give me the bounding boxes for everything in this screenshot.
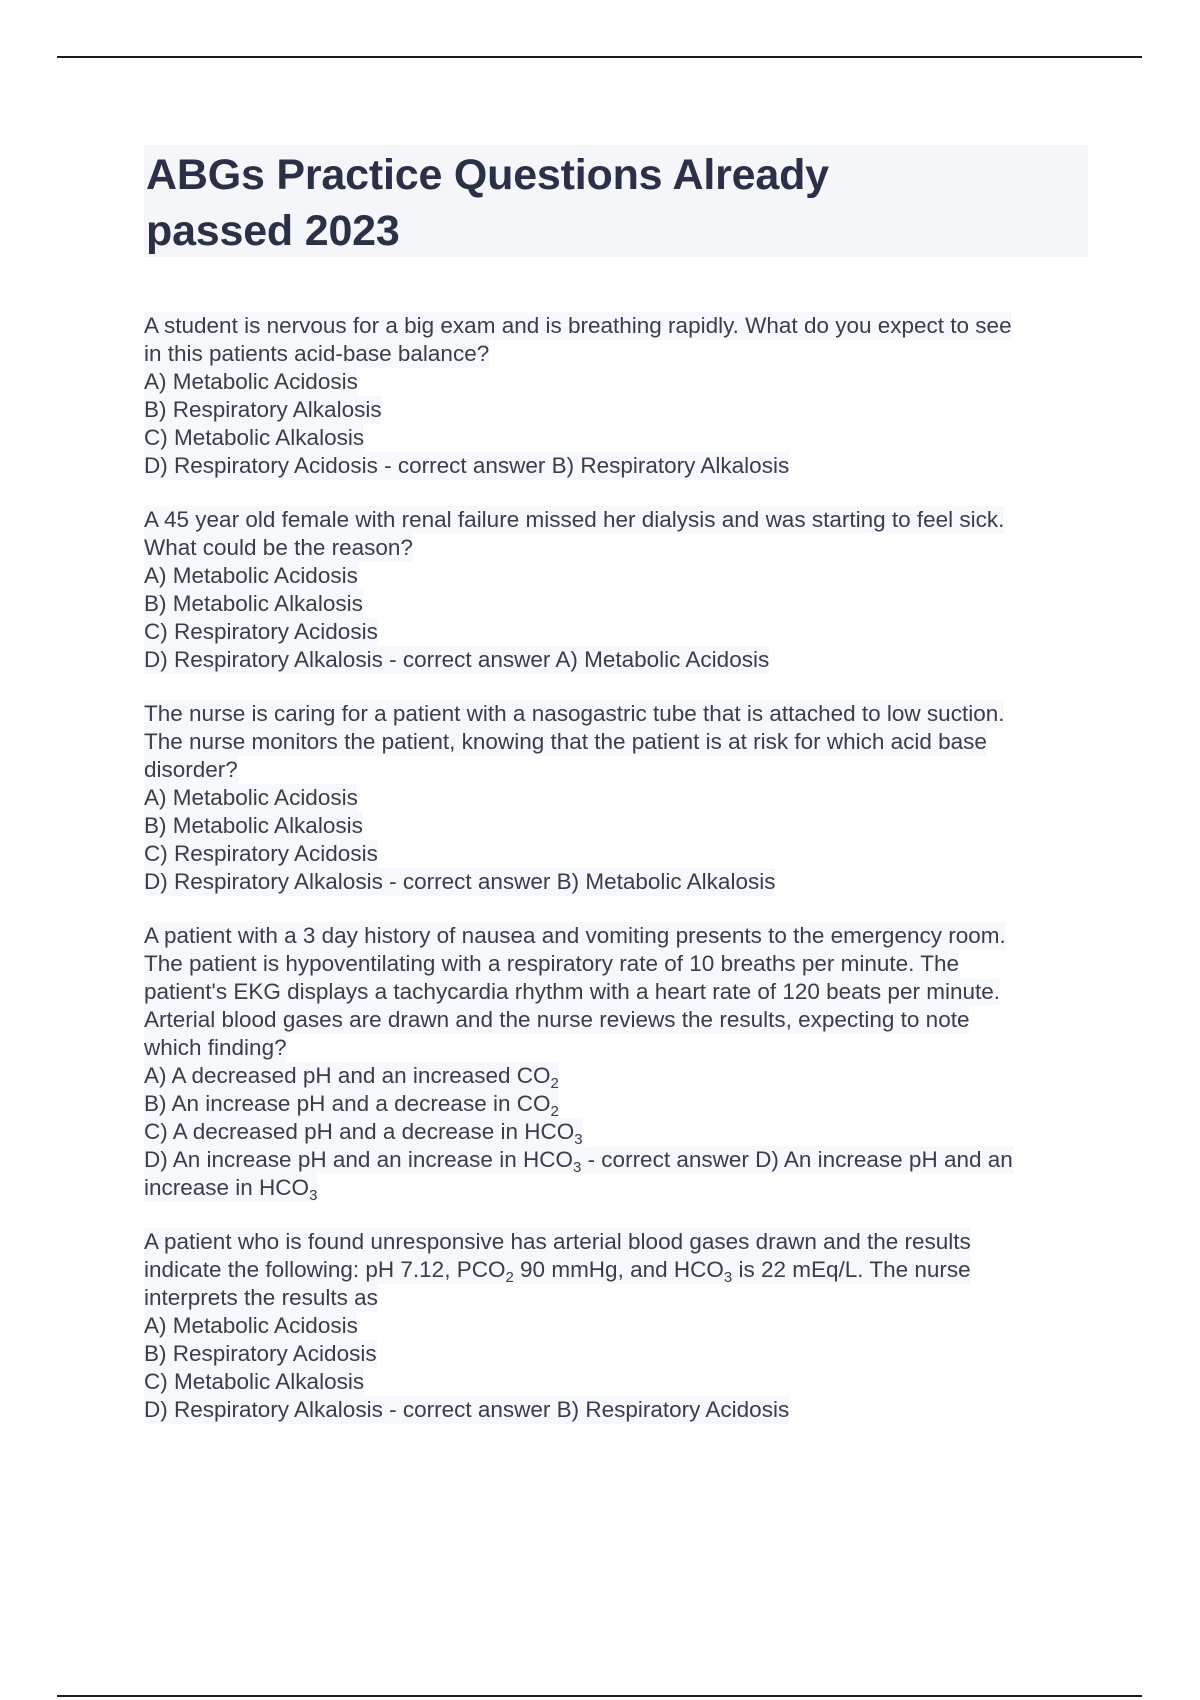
subscript: 3 (574, 1131, 583, 1148)
answer-option-b: B) Metabolic Alkalosis (144, 591, 363, 616)
subscript: 3 (309, 1187, 318, 1204)
answer-continuation (144, 1174, 317, 1202)
stem-text: 90 mmHg, and HCO (513, 1257, 724, 1282)
question-stem-line (144, 1256, 971, 1284)
question-stem-line: A patient with a 3 day history of nausea and vomiting presents to the emergency room. (144, 923, 1006, 948)
option-text: A) A decreased pH and an increased CO (144, 1063, 551, 1088)
answer-option-a: A) Metabolic Acidosis (144, 369, 358, 394)
header-rule (57, 56, 1142, 58)
option-text: increase in HCO (144, 1175, 310, 1200)
stem-text: indicate the following: pH 7.12, PCO (144, 1257, 506, 1282)
option-text: B) An increase pH and a decrease in CO (144, 1091, 551, 1116)
answer-option-d-with-answer: D) Respiratory Alkalosis - correct answer B) Respiratory Acidosis (144, 1397, 790, 1422)
question-stem-line: The patient is hypoventilating with a respiratory rate of 10 breaths per minute. The (144, 951, 960, 976)
question-stem-line: A patient who is found unresponsive has arterial blood gases drawn and the results (144, 1229, 971, 1254)
answer-option-b (144, 1090, 559, 1118)
answer-option-c (144, 1118, 583, 1146)
question-stem-line: The nurse is caring for a patient with a nasogastric tube that is attached to low suction. (144, 701, 1005, 726)
answer-option-d-with-answer: D) Respiratory Acidosis - correct answer B) Respiratory Alkalosis (144, 453, 790, 478)
question-stem-line: patient's EKG displays a tachycardia rhythm with a heart rate of 120 beats per minute. (144, 979, 1000, 1004)
subscript: 2 (505, 1269, 514, 1286)
answer-option-a (144, 1062, 559, 1090)
question-stem-line: What could be the reason? (144, 535, 413, 560)
answer-option-c: C) Respiratory Acidosis (144, 619, 378, 644)
option-text: D) An increase pH and an increase in HCO (144, 1147, 573, 1172)
subscript: 2 (550, 1075, 559, 1092)
answer-option-c: C) Metabolic Alkalosis (144, 1369, 365, 1394)
answer-option-d-with-answer: D) Respiratory Alkalosis - correct answer A) Metabolic Acidosis (144, 647, 770, 672)
answer-option-d-with-answer (144, 1146, 1013, 1174)
question-stem-line: A 45 year old female with renal failure missed her dialysis and was starting to feel sick. (144, 507, 1005, 532)
document-title (144, 145, 1088, 259)
answer-option-a: A) Metabolic Acidosis (144, 785, 358, 810)
answer-option-b: B) Respiratory Acidosis (144, 1341, 377, 1366)
question-stem-line: The nurse monitors the patient, knowing that the patient is at risk for which acid base (144, 729, 987, 754)
question-stem-line: interprets the results as (144, 1285, 378, 1310)
title-line-2: passed 2023 (146, 207, 400, 255)
question-4 (144, 922, 1088, 1202)
subscript: 3 (723, 1269, 733, 1286)
answer-option-a: A) Metabolic Acidosis (144, 1313, 358, 1338)
question-stem-line: which finding? (144, 1035, 287, 1060)
question-stem-line: A student is nervous for a big exam and is breathing rapidly. What do you expect to see (144, 313, 1012, 338)
question-1 (144, 312, 1088, 480)
subscript: 2 (550, 1103, 559, 1120)
question-2 (144, 506, 1088, 674)
question-stem-line: in this patients acid-base balance? (144, 341, 490, 366)
correct-answer-text: - correct answer D) An increase pH and an (581, 1147, 1013, 1172)
question-stem-line: disorder? (144, 757, 238, 782)
footer-rule (57, 1695, 1142, 1697)
question-list (144, 312, 1088, 1450)
answer-option-b: B) Respiratory Alkalosis (144, 397, 382, 422)
question-stem-line: Arterial blood gases are drawn and the nurse reviews the results, expecting to note (144, 1007, 970, 1032)
answer-option-b: B) Metabolic Alkalosis (144, 813, 363, 838)
subscript: 3 (572, 1159, 582, 1176)
answer-option-a: A) Metabolic Acidosis (144, 563, 358, 588)
option-text: C) A decreased pH and a decrease in HCO (144, 1119, 575, 1144)
question-3 (144, 700, 1088, 896)
title-block (144, 145, 1088, 257)
question-5 (144, 1228, 1088, 1424)
answer-option-d-with-answer: D) Respiratory Alkalosis - correct answer B) Metabolic Alkalosis (144, 869, 776, 894)
title-line-1: ABGs Practice Questions Already (146, 151, 829, 199)
stem-text: is 22 mEq/L. The nurse (732, 1257, 971, 1282)
answer-option-c: C) Respiratory Acidosis (144, 841, 378, 866)
answer-option-c: C) Metabolic Alkalosis (144, 425, 365, 450)
